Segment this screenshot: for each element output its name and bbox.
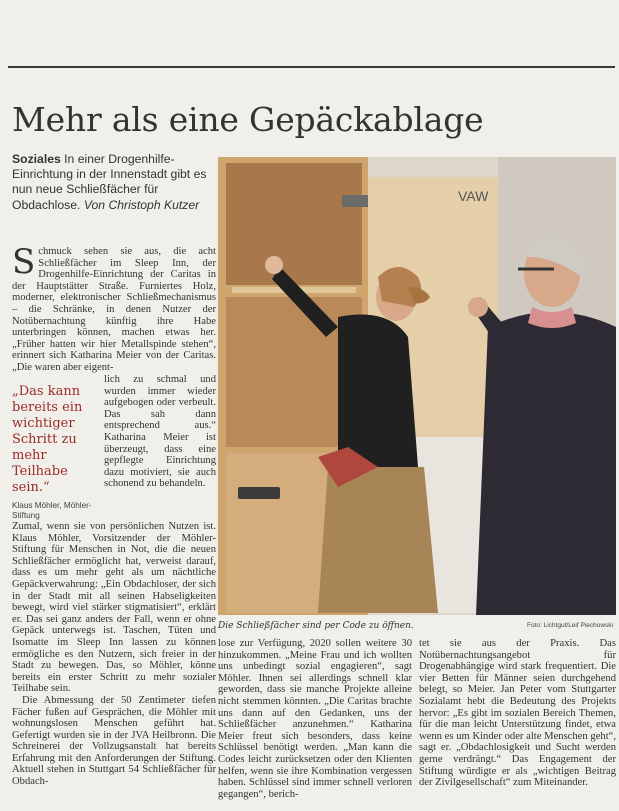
photo-caption: Die Schließfächer sind per Code zu öffnen. xyxy=(218,621,414,631)
paragraph-2: Die Abmessung der 50 Zentimeter tiefen Fächer fußen auf Gesprächen, die Möhler mit wohnungslosen Menschen geführt hat. Gefertigt wurden sie in der JVA Heilbronn. Die Schreinerei der Vollzugsanstalt hat bereits Erfahrung mit den Anforderungen der Stiftung. Aktuell stehen in Stuttgart 54 Schließfächer für Obdach- xyxy=(12,694,216,788)
byline: Von Christoph Kutzer xyxy=(83,197,200,212)
pull-quote-author: Klaus Möhler, Möhler-Stiftung xyxy=(12,501,92,520)
pull-quote xyxy=(12,384,102,521)
paragraph-1-text: chmuck sehen sie aus, die acht Schließfächer im Sleep Inn, der Drogenhilfe-Einrichtung der Caritas in der Hauptstätter Straße. Furniertes Holz, moderner, elektronischer Schließmechanismus – die Schränke, in denen Nutzer der Notübernachtung künftig ihre Habe unterbringen können, machen etwas her. „Früher hatten wir hier Metallspinde stehen“, erinnert sich Katharina Meier von der Caritas. „Die waren aber eigent- xyxy=(12,246,216,373)
drop-cap: S xyxy=(12,242,36,282)
article-column-3: tet sie aus der Praxis. Das Notübernachtungsangebot für Drogenabhängige wird stark frequentiert. Die vier Betten für Männer seien durchgehend belegt, so Meier. Jan Peter vom Stuttgarter Sozialamt hebt die Bedeutung des Projekts hervor: „Es gibt im sozialen Bereich Themen, für die man leicht Unterstützung findet, etwa wenn es um Kinder oder alte Menschen geht“, sagt er. „Obdachlosigkeit und Sucht werden gerne verdrängt.“ Das Engagement der Stiftung würdigte er als „wichtigen Beitrag der Zivilgesellschaft“ zum Miteinander. xyxy=(419,638,616,789)
article-column-2: lose zur Verfügung, 2020 sollen weitere 30 hinzukommen. „Meine Frau und ich wollten uns unbedingt sozial engagieren“, sagt Möhler. Ihnen sei allerdings schnell klar geworden, dass sie manche Projekte alleine nicht stemmen könnten. „Die Caritas brachte uns dann auf den Gedanken, uns der Schließfächer anzunehmen.“ Katharina Meier freut sich besonders, dass keine Schlüssel benötigt werden. „Man kann die Codes leicht zurücksetzen oder den Klienten helfen, wenn sie ihre Kombination vergessen haben. Schlüssel sind immer schnell verloren gegangen“, berich- xyxy=(218,638,412,800)
article-paragraph-1-narrow: lich zu schmal und wurden immer wieder aufgebogen oder verbeult. Das sah dann entsprechend aus.“ Katharina Meier ist überzeugt, dass eine gepflegte Einrichtung dazu motiviert, sie auch schonend zu behandeln. xyxy=(104,374,216,490)
article-column-1-rest xyxy=(12,521,216,788)
article-dek xyxy=(12,152,216,213)
dek-text: In einer Drogenhilfe-Einrichtung in der Innenstadt gibt es nun neue Schließfächer für Obdachlose. xyxy=(12,152,207,212)
article-photo xyxy=(218,157,616,615)
article-paragraph-1 xyxy=(12,242,216,374)
kicker: Soziales xyxy=(12,152,61,166)
article-headline: Mehr als eine Gepäckablage xyxy=(12,100,484,139)
door-sign: VAW xyxy=(458,188,489,204)
photo-credit: Foto: Lichtgut/Leif Piechowski xyxy=(527,622,613,629)
pull-quote-text: „Das kann bereits ein wichtiger Schritt zu mehr Teilhabe sein.“ xyxy=(12,384,83,495)
top-rule xyxy=(8,66,615,68)
paragraph-1-continued: Zumal, wenn sie von persönlichen Nutzen ist. Klaus Möhler, Vorsitzender der Möhler-Stiftung für Menschen in Not, die die neuen Schließfächer ermöglicht hat, verweist darauf, dass es um mehr geht als um nächtliche Gepäckverwahrung: „Ein Obdachloser, der sich in der Stadt mit all seinen Habseligkeiten bewegt, wird viel stärker stigmatisiert“, erklärt er. Das sei ganz anders der Fall, wenn er ohne Gepäck unterwegs ist. Taschen, Tüten und Isomatte im Sleep Inn lassen zu können ermögliche es den Nutzern, sich freier in der Stadt zu bewegen. Das, so Möhler, könne bereits ein erster Schritt zu mehr sozialer Teilhabe sein. xyxy=(12,521,216,695)
locker-photo-illustration xyxy=(218,157,616,615)
